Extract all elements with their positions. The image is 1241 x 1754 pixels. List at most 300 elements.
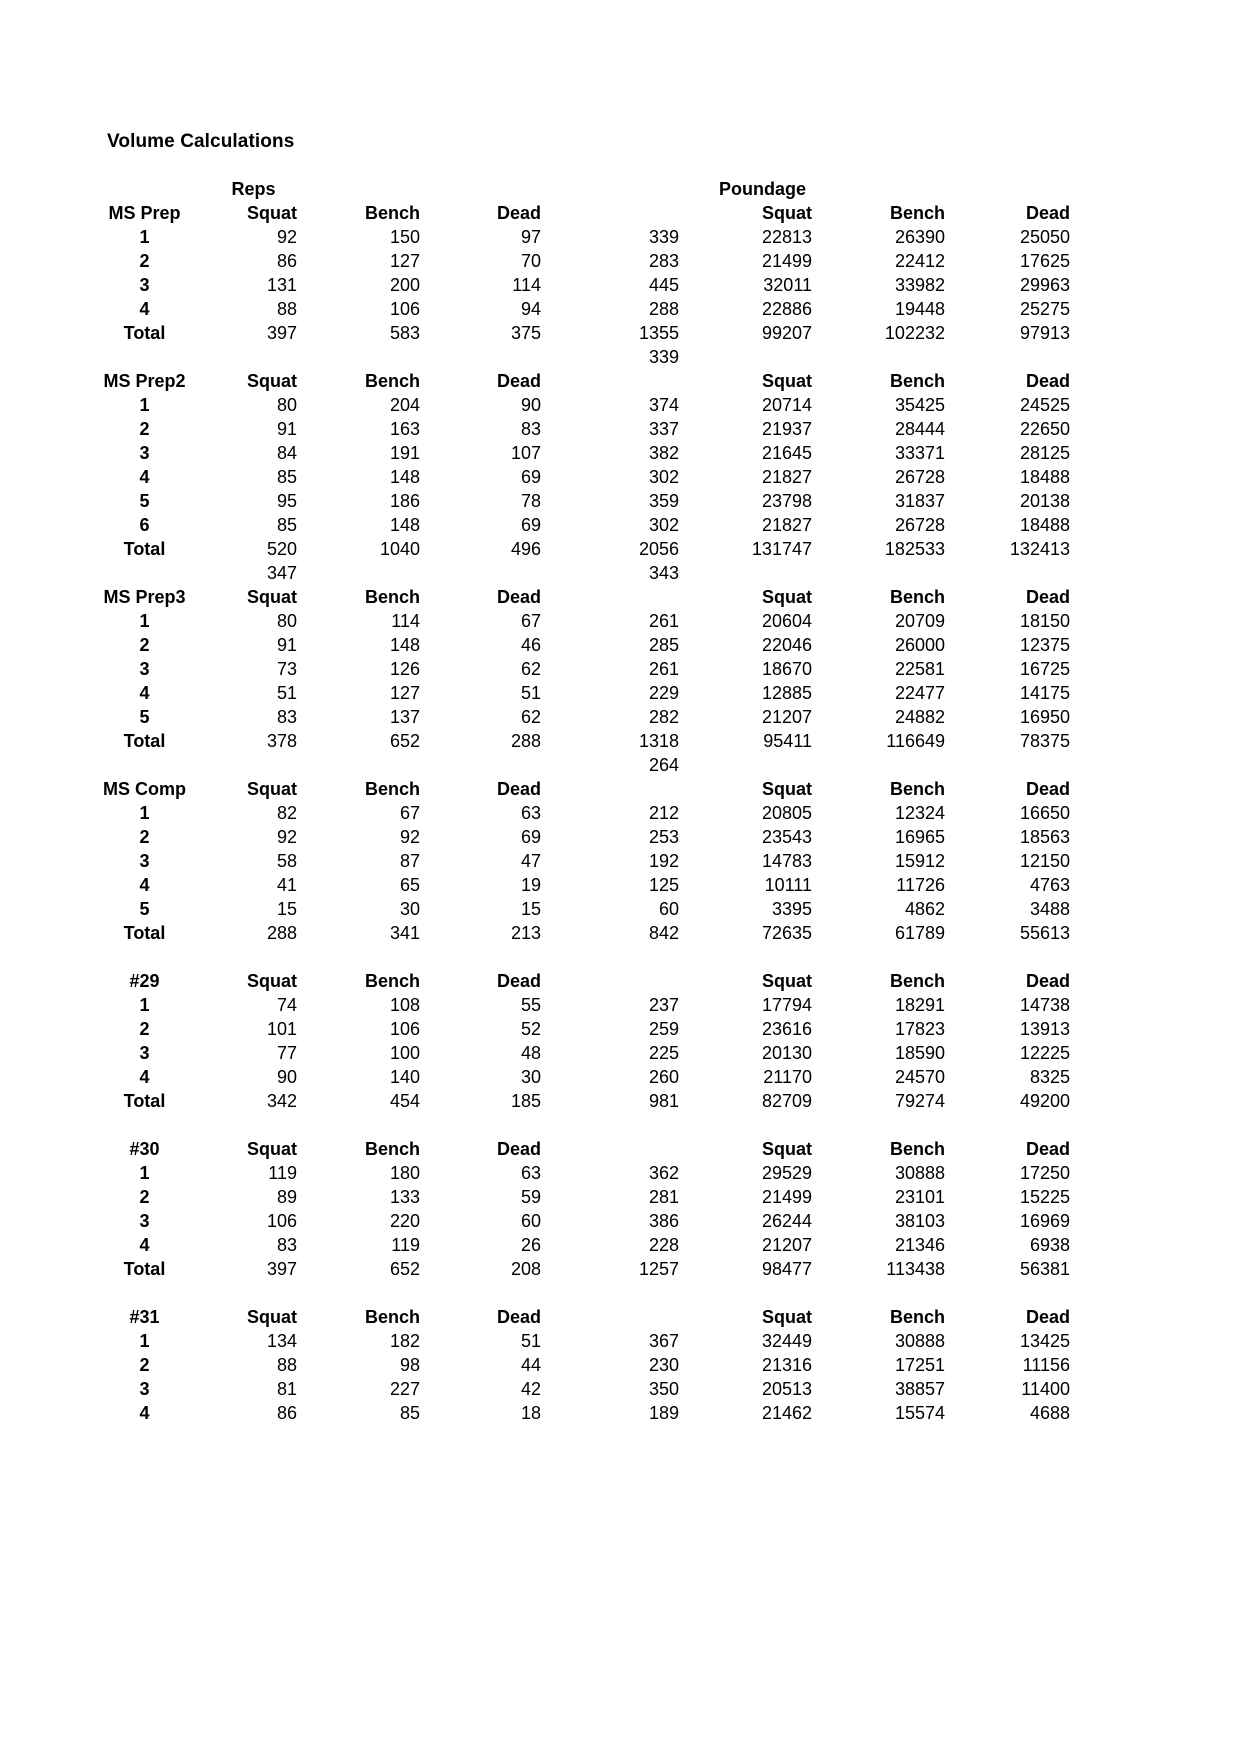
extra-spacer	[960, 345, 1095, 369]
header-reps-sum	[569, 1305, 692, 1329]
cell-pound-dead: 18150	[1019, 611, 1070, 631]
cell-reps-squat: 88	[276, 1355, 297, 1375]
gutter-cell	[0, 753, 97, 777]
cell-reps-bench: 65	[399, 875, 420, 895]
cell-reps-sum: 230	[648, 1355, 679, 1375]
total-reps-bench: 583	[389, 323, 420, 343]
cell-reps-bench: 87	[399, 851, 420, 871]
total-reps-bench: 454	[389, 1091, 420, 1111]
cell-reps-bench: 106	[389, 1019, 420, 1039]
cell-reps-sum: 261	[648, 659, 679, 679]
total-pound-bench: 113438	[886, 1259, 945, 1279]
total-row	[0, 537, 1095, 561]
cell-reps-bench: 150	[389, 227, 420, 247]
cell-pound-dead: 16950	[1019, 707, 1070, 727]
cell-reps-dead: 44	[520, 1355, 541, 1375]
table-row	[0, 297, 1095, 321]
cell-pound-bench: 21346	[894, 1235, 945, 1255]
cell-pound-squat: 21645	[761, 443, 812, 463]
total-reps-dead: 375	[510, 323, 541, 343]
cell-reps-squat: 85	[276, 515, 297, 535]
table-row	[0, 273, 1095, 297]
cell-pound-dead: 25050	[1019, 227, 1070, 247]
cell-pound-dead: 25275	[1019, 299, 1070, 319]
total-label: Total	[123, 1091, 166, 1111]
header-pound-bench: Bench	[889, 1139, 945, 1159]
cell-reps-dead: 63	[520, 803, 541, 823]
row-label: 3	[139, 659, 150, 679]
cell-reps-squat: 77	[276, 1043, 297, 1063]
header-reps-dead: Dead	[496, 779, 541, 799]
extra-spacer	[441, 561, 569, 585]
cell-reps-sum: 228	[648, 1235, 679, 1255]
header-pound-bench: Bench	[889, 1307, 945, 1327]
cell-reps-sum: 374	[648, 395, 679, 415]
total-pound-bench: 102232	[884, 323, 945, 343]
cell-reps-squat: 106	[266, 1211, 297, 1231]
gutter-cell	[0, 849, 97, 873]
table-row	[0, 1401, 1095, 1425]
cell-reps-dead: 48	[520, 1043, 541, 1063]
cell-reps-dead: 62	[520, 707, 541, 727]
table-row	[0, 1065, 1095, 1089]
cell-pound-bench: 38857	[894, 1379, 945, 1399]
total-pound-dead: 49200	[1019, 1091, 1070, 1111]
header-reps-sum	[569, 585, 692, 609]
table-row	[0, 801, 1095, 825]
cell-pound-squat: 12885	[761, 683, 812, 703]
header-reps-squat: Squat	[246, 971, 297, 991]
header-reps-dead: Dead	[496, 587, 541, 607]
table-row	[0, 441, 1095, 465]
header-pound-squat: Squat	[761, 371, 812, 391]
header-pound-dead: Dead	[1025, 203, 1070, 223]
row-label: 4	[139, 1235, 150, 1255]
cell-pound-dead: 13913	[1019, 1019, 1070, 1039]
cell-reps-squat: 119	[268, 1163, 297, 1183]
total-reps-bench: 652	[389, 731, 420, 751]
gutter-cell	[0, 873, 97, 897]
header-reps-dead: Dead	[496, 1139, 541, 1159]
cell-reps-sum: 362	[648, 1163, 679, 1183]
total-pound-bench: 79274	[894, 1091, 945, 1111]
header-reps-sum	[569, 201, 692, 225]
gutter-cell	[0, 345, 97, 369]
cell-reps-dead: 114	[512, 275, 541, 295]
header-pound-bench: Bench	[889, 371, 945, 391]
extra-spacer	[833, 345, 960, 369]
cell-reps-sum: 225	[648, 1043, 679, 1063]
cell-reps-dead: 52	[520, 1019, 541, 1039]
cell-reps-squat: 90	[276, 1067, 297, 1087]
cell-pound-squat: 18670	[761, 659, 812, 679]
cell-reps-bench: 114	[391, 611, 420, 631]
cell-pound-bench: 18291	[894, 995, 945, 1015]
header-pound-squat: Squat	[761, 1307, 812, 1327]
cell-pound-bench: 24882	[894, 707, 945, 727]
volume-table	[0, 177, 1095, 1425]
gutter-cell	[0, 321, 97, 345]
block-name--29: #29	[129, 971, 160, 991]
cell-reps-sum: 285	[648, 635, 679, 655]
total-pound-squat: 131747	[751, 539, 812, 559]
block-header-row	[0, 969, 1095, 993]
cell-pound-bench: 26728	[894, 515, 945, 535]
gutter-cell	[0, 825, 97, 849]
cell-reps-sum: 382	[648, 443, 679, 463]
gutter-cell	[0, 921, 97, 945]
gutter-cell	[0, 1401, 97, 1425]
cell-reps-bench: 119	[391, 1235, 420, 1255]
block-spacer-row	[0, 1281, 1095, 1305]
header-reps-squat: Squat	[246, 1139, 297, 1159]
cell-pound-dead: 14738	[1019, 995, 1070, 1015]
table-row	[0, 1161, 1095, 1185]
cell-reps-squat: 82	[276, 803, 297, 823]
total-pound-squat: 98477	[761, 1259, 812, 1279]
extra-reps-sum: 343	[648, 563, 679, 583]
extra-reps-sum: 339	[648, 347, 679, 367]
row-label: 1	[139, 227, 150, 247]
header-pound-bench: Bench	[889, 203, 945, 223]
total-pound-squat: 95411	[763, 731, 812, 751]
cell-reps-sum: 386	[648, 1211, 679, 1231]
total-pound-bench: 61789	[894, 923, 945, 943]
total-label: Total	[123, 923, 166, 943]
cell-reps-bench: 204	[389, 395, 420, 415]
gutter-cell	[0, 585, 97, 609]
cell-reps-squat: 86	[276, 1403, 297, 1423]
spacer-cell	[0, 1113, 1095, 1137]
cell-reps-squat: 91	[276, 635, 297, 655]
cell-reps-sum: 125	[648, 875, 679, 895]
block-header-row	[0, 369, 1095, 393]
total-label: Total	[123, 731, 166, 751]
gutter-cell	[0, 1305, 97, 1329]
cell-pound-squat: 22813	[761, 227, 812, 247]
cell-reps-bench: 108	[389, 995, 420, 1015]
cell-pound-dead: 16969	[1019, 1211, 1070, 1231]
cell-reps-bench: 98	[399, 1355, 420, 1375]
cell-reps-sum: 367	[648, 1331, 679, 1351]
table-row	[0, 993, 1095, 1017]
cell-reps-sum: 60	[658, 899, 679, 919]
cell-reps-sum: 337	[648, 419, 679, 439]
cell-reps-dead: 18	[520, 1403, 541, 1423]
cell-reps-dead: 69	[520, 467, 541, 487]
cell-reps-bench: 191	[389, 443, 420, 463]
cell-reps-squat: 80	[276, 395, 297, 415]
total-reps-dead: 288	[510, 731, 541, 751]
extra-spacer	[441, 753, 569, 777]
header-reps-dead: Dead	[496, 203, 541, 223]
cell-reps-squat: 80	[276, 611, 297, 631]
header-reps-dead: Dead	[496, 371, 541, 391]
total-pound-bench: 182533	[884, 539, 945, 559]
spacer-cell	[0, 1281, 1095, 1305]
total-row	[0, 921, 1095, 945]
cell-reps-sum: 259	[648, 1019, 679, 1039]
cell-reps-dead: 83	[520, 419, 541, 439]
cell-reps-sum: 253	[648, 827, 679, 847]
total-label: Total	[123, 1259, 166, 1279]
total-reps-sum: 842	[648, 923, 679, 943]
row-label: 1	[139, 995, 150, 1015]
total-reps-squat: 288	[266, 923, 297, 943]
cell-pound-squat: 17794	[761, 995, 812, 1015]
header-reps-bench: Bench	[364, 1139, 420, 1159]
table-row	[0, 225, 1095, 249]
gutter-cell	[0, 681, 97, 705]
total-pound-squat: 72635	[761, 923, 812, 943]
cell-reps-sum: 229	[648, 683, 679, 703]
volume-calculations-sheet	[0, 177, 1241, 1425]
cell-reps-bench: 163	[389, 419, 420, 439]
table-row	[0, 633, 1095, 657]
cell-reps-squat: 85	[276, 467, 297, 487]
cell-pound-squat: 21499	[761, 1187, 812, 1207]
total-pound-squat: 82709	[761, 1091, 812, 1111]
cell-pound-bench: 28444	[894, 419, 945, 439]
total-pound-dead: 78375	[1019, 731, 1070, 751]
cell-reps-squat: 131	[266, 275, 297, 295]
table-row	[0, 1329, 1095, 1353]
cell-reps-squat: 83	[276, 1235, 297, 1255]
cell-reps-bench: 92	[399, 827, 420, 847]
cell-reps-dead: 69	[520, 515, 541, 535]
cell-reps-dead: 47	[520, 851, 541, 871]
gutter-cell	[0, 897, 97, 921]
extra-row	[0, 753, 1095, 777]
total-row	[0, 729, 1095, 753]
row-label: 2	[139, 827, 150, 847]
header-pound-dead: Dead	[1025, 587, 1070, 607]
row-label: 4	[139, 683, 150, 703]
cell-reps-bench: 126	[389, 659, 420, 679]
cell-reps-bench: 227	[389, 1379, 420, 1399]
extra-spacer	[833, 561, 960, 585]
header-reps-squat: Squat	[246, 779, 297, 799]
cell-pound-squat: 20714	[761, 395, 812, 415]
gutter-cell	[0, 1377, 97, 1401]
gutter-cell	[0, 609, 97, 633]
cell-reps-dead: 26	[520, 1235, 541, 1255]
cell-reps-bench: 67	[399, 803, 420, 823]
cell-reps-dead: 67	[520, 611, 541, 631]
cell-reps-dead: 19	[520, 875, 541, 895]
total-reps-sum: 1257	[638, 1259, 679, 1279]
cell-pound-squat: 32449	[761, 1331, 812, 1351]
cell-pound-dead: 6938	[1029, 1235, 1070, 1255]
header-reps-bench: Bench	[364, 371, 420, 391]
table-row	[0, 1185, 1095, 1209]
total-reps-sum: 2056	[638, 539, 679, 559]
cell-pound-squat: 21462	[761, 1403, 812, 1423]
row-label: 3	[139, 275, 150, 295]
row-label: 3	[139, 443, 150, 463]
cell-pound-squat: 20604	[761, 611, 812, 631]
table-row	[0, 681, 1095, 705]
block-name-ms-prep3: MS Prep3	[103, 587, 186, 607]
cell-reps-sum: 288	[648, 299, 679, 319]
cell-pound-bench: 30888	[894, 1331, 945, 1351]
spacer-cell	[0, 945, 1095, 969]
total-pound-dead: 97913	[1019, 323, 1070, 343]
cell-pound-squat: 29529	[761, 1163, 812, 1183]
cell-pound-bench: 17823	[894, 1019, 945, 1039]
cell-reps-squat: 89	[276, 1187, 297, 1207]
row-label: 1	[139, 395, 150, 415]
row-label: 4	[139, 299, 150, 319]
header-reps-sum	[569, 369, 692, 393]
block-name-ms-comp: MS Comp	[103, 779, 186, 799]
cell-reps-bench: 100	[389, 1043, 420, 1063]
cell-pound-squat: 20805	[761, 803, 812, 823]
table-row	[0, 705, 1095, 729]
cell-reps-sum: 261	[648, 611, 679, 631]
table-row	[0, 1353, 1095, 1377]
cell-reps-dead: 107	[510, 443, 541, 463]
row-label: 3	[139, 1379, 150, 1399]
row-label: 2	[139, 1355, 150, 1375]
gutter-cell	[0, 1233, 97, 1257]
total-row	[0, 321, 1095, 345]
extra-reps-squat	[192, 345, 315, 369]
row-label: 4	[139, 467, 150, 487]
cell-reps-squat: 73	[276, 659, 297, 679]
table-row	[0, 1209, 1095, 1233]
total-reps-squat: 397	[266, 323, 297, 343]
table-row	[0, 1233, 1095, 1257]
extra-spacer	[692, 753, 833, 777]
cell-reps-bench: 106	[389, 299, 420, 319]
cell-reps-sum: 237	[648, 995, 679, 1015]
cell-pound-dead: 18488	[1019, 467, 1070, 487]
cell-pound-bench: 20709	[894, 611, 945, 631]
header-pound-dead: Dead	[1025, 1307, 1070, 1327]
cell-pound-dead: 17625	[1019, 251, 1070, 271]
total-row	[0, 1257, 1095, 1281]
cell-reps-bench: 148	[389, 635, 420, 655]
gutter-cell	[0, 1065, 97, 1089]
row-label: 2	[139, 251, 150, 271]
total-pound-dead: 132413	[1009, 539, 1070, 559]
table-row	[0, 513, 1095, 537]
cell-reps-squat: 74	[276, 995, 297, 1015]
cell-pound-dead: 20138	[1019, 491, 1070, 511]
cell-pound-bench: 22412	[894, 251, 945, 271]
total-reps-bench: 1040	[379, 539, 420, 559]
cell-pound-bench: 31837	[894, 491, 945, 511]
cell-pound-dead: 18563	[1019, 827, 1070, 847]
extra-spacer	[960, 753, 1095, 777]
cell-pound-dead: 14175	[1019, 683, 1070, 703]
cell-pound-squat: 22046	[761, 635, 812, 655]
table-row	[0, 1041, 1095, 1065]
table-row	[0, 873, 1095, 897]
cell-reps-sum: 445	[648, 275, 679, 295]
gutter-cell	[0, 273, 97, 297]
cell-reps-squat: 91	[276, 419, 297, 439]
cell-reps-sum: 302	[648, 515, 679, 535]
total-reps-squat: 378	[266, 731, 297, 751]
gutter-cell	[0, 705, 97, 729]
header-reps-squat: Squat	[246, 587, 297, 607]
cell-reps-dead: 97	[520, 227, 541, 247]
gutter-cell	[0, 417, 97, 441]
table-row	[0, 609, 1095, 633]
cell-pound-bench: 33982	[894, 275, 945, 295]
row-label: 4	[139, 875, 150, 895]
cell-pound-dead: 24525	[1019, 395, 1070, 415]
cell-reps-squat: 101	[266, 1019, 297, 1039]
cell-pound-dead: 29963	[1019, 275, 1070, 295]
cell-pound-bench: 19448	[894, 299, 945, 319]
gutter-cell	[0, 969, 97, 993]
cell-pound-bench: 11726	[896, 875, 945, 895]
cell-reps-dead: 51	[520, 683, 541, 703]
gutter-cell	[0, 657, 97, 681]
block-name--30: #30	[129, 1139, 160, 1159]
gutter-cell	[0, 1353, 97, 1377]
group-header-spacer	[833, 177, 960, 201]
cell-pound-squat: 21827	[761, 467, 812, 487]
header-reps-squat: Squat	[246, 371, 297, 391]
header-pound-dead: Dead	[1025, 1139, 1070, 1159]
cell-pound-squat: 22886	[761, 299, 812, 319]
cell-reps-sum: 212	[648, 803, 679, 823]
group-header-spacer	[569, 177, 692, 201]
block-header-row	[0, 1137, 1095, 1161]
cell-reps-dead: 90	[520, 395, 541, 415]
gutter-cell	[0, 297, 97, 321]
row-label: 3	[139, 851, 150, 871]
gutter-cell	[0, 537, 97, 561]
cell-reps-squat: 51	[276, 683, 297, 703]
cell-reps-sum: 260	[648, 1067, 679, 1087]
cell-reps-squat: 86	[276, 251, 297, 271]
extra-spacer	[315, 345, 441, 369]
row-label: 5	[139, 707, 150, 727]
cell-reps-bench: 137	[389, 707, 420, 727]
cell-pound-squat: 21316	[761, 1355, 812, 1375]
cell-reps-dead: 30	[520, 1067, 541, 1087]
total-reps-squat: 342	[266, 1091, 297, 1111]
gutter-cell	[0, 393, 97, 417]
gutter-cell	[0, 249, 97, 273]
gutter-cell	[0, 1089, 97, 1113]
extra-spacer	[692, 345, 833, 369]
cell-reps-bench: 127	[389, 251, 420, 271]
extra-row	[0, 561, 1095, 585]
total-pound-bench: 116649	[886, 731, 945, 751]
cell-pound-squat: 20130	[761, 1043, 812, 1063]
cell-reps-squat: 92	[276, 827, 297, 847]
cell-pound-dead: 12375	[1019, 635, 1070, 655]
header-pound-dead: Dead	[1025, 779, 1070, 799]
total-pound-squat: 99207	[761, 323, 812, 343]
gutter-cell	[0, 1329, 97, 1353]
cell-pound-squat: 20513	[761, 1379, 812, 1399]
table-row	[0, 849, 1095, 873]
gutter-cell	[0, 801, 97, 825]
block-header-row	[0, 201, 1095, 225]
header-pound-bench: Bench	[889, 587, 945, 607]
row-label: 3	[139, 1211, 150, 1231]
gutter-cell	[0, 1209, 97, 1233]
header-pound-squat: Squat	[761, 587, 812, 607]
extra-row	[0, 345, 1095, 369]
